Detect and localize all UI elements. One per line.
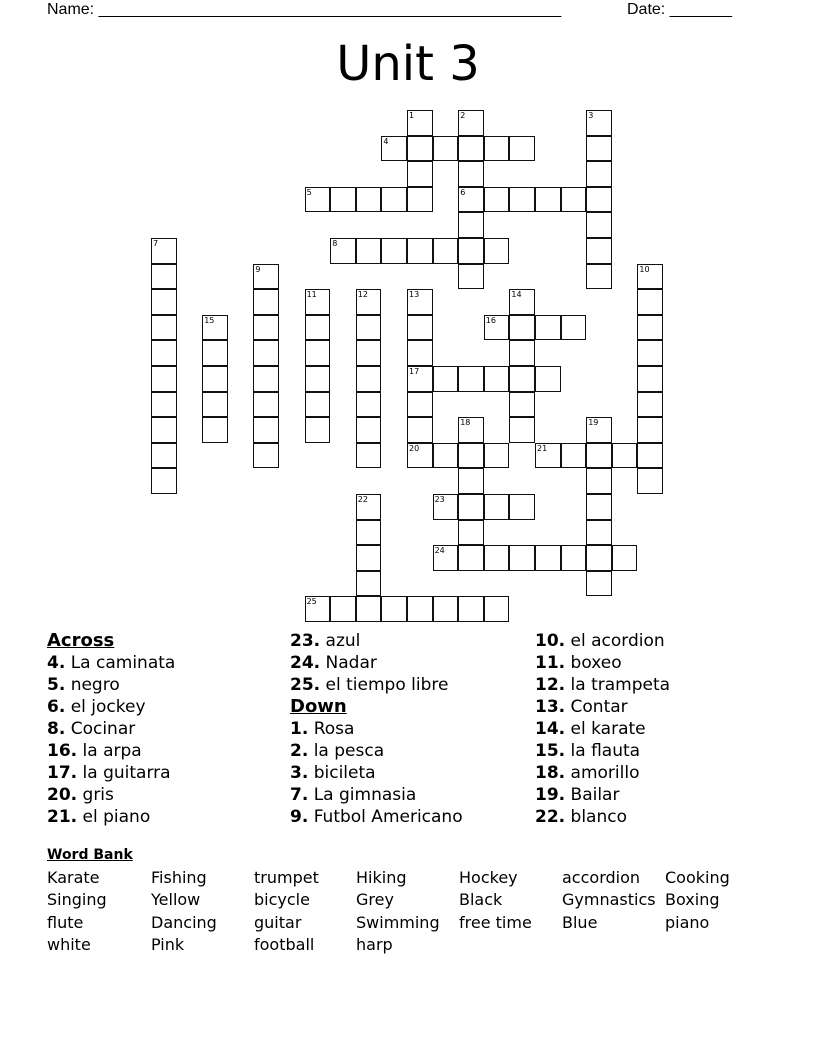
down-clue <box>290 762 463 784</box>
grid-cell[interactable] <box>356 340 382 366</box>
grid-cell[interactable] <box>586 161 612 187</box>
grid-cell[interactable] <box>407 161 433 187</box>
grid-cell[interactable] <box>433 238 459 264</box>
clue-text: la guitarra <box>82 763 171 783</box>
grid-cell[interactable] <box>407 596 433 622</box>
clues-column-3 <box>535 630 670 828</box>
grid-cell[interactable] <box>407 417 433 443</box>
clue-text: Rosa <box>313 719 355 739</box>
grid-cell[interactable] <box>407 366 433 392</box>
grid-cell[interactable] <box>586 238 612 264</box>
grid-cell[interactable] <box>305 315 331 341</box>
grid-cell[interactable] <box>509 392 535 418</box>
clue-number: 24 <box>434 546 445 556</box>
clue-number: 18 <box>460 418 471 428</box>
grid-cell[interactable] <box>305 596 331 622</box>
clue-num: 4. <box>47 653 66 673</box>
grid-cell[interactable] <box>305 289 331 315</box>
grid-cell[interactable] <box>458 494 484 520</box>
grid-cell[interactable] <box>202 315 228 341</box>
clue-number: 12 <box>357 290 368 300</box>
down-clue <box>290 718 463 740</box>
grid-cell[interactable] <box>458 596 484 622</box>
word-bank-item: Hiking <box>356 868 407 887</box>
grid-cell[interactable] <box>305 366 331 392</box>
grid-cell[interactable] <box>433 366 459 392</box>
grid-cell[interactable] <box>305 392 331 418</box>
grid-cell[interactable] <box>561 443 587 469</box>
grid-cell[interactable] <box>586 468 612 494</box>
grid-cell[interactable] <box>407 392 433 418</box>
down-clue <box>535 806 670 828</box>
word-bank-item: white <box>47 935 91 954</box>
clue-num: 25. <box>290 675 321 695</box>
grid-cell[interactable] <box>561 315 587 341</box>
clue-number: 25 <box>306 597 317 607</box>
clue-num: 20. <box>47 785 78 805</box>
clue-num: 24. <box>290 653 321 673</box>
clue-number: 20 <box>409 443 420 453</box>
page-title: Unit 3 <box>336 36 480 92</box>
clue-number: 8 <box>332 239 338 248</box>
down-clue <box>535 674 670 696</box>
down-clue <box>535 718 670 740</box>
grid-cell[interactable] <box>151 366 177 392</box>
down-clue <box>535 762 670 784</box>
grid-cell[interactable] <box>586 520 612 546</box>
clue-number: 9 <box>255 264 261 274</box>
clue-number: 6 <box>460 187 466 197</box>
grid-cell[interactable] <box>458 545 484 571</box>
clue-text: gris <box>82 785 114 805</box>
grid-cell[interactable] <box>458 110 484 136</box>
grid-cell[interactable] <box>484 494 510 520</box>
word-bank-item: Blue <box>562 913 598 932</box>
word-bank-item: bicycle <box>254 890 310 909</box>
down-clue <box>535 696 670 718</box>
clue-number: 17 <box>409 367 420 376</box>
grid-cell[interactable] <box>151 315 177 341</box>
grid-cell[interactable] <box>484 187 510 213</box>
grid-cell[interactable] <box>253 417 279 443</box>
grid-cell[interactable] <box>356 545 382 571</box>
clue-num: 11. <box>535 653 566 673</box>
grid-cell[interactable] <box>458 520 484 546</box>
grid-cell[interactable] <box>458 136 484 162</box>
grid-cell[interactable] <box>407 315 433 341</box>
word-bank-item: guitar <box>254 913 302 932</box>
grid-cell[interactable] <box>458 366 484 392</box>
clue-number: 4 <box>383 136 389 146</box>
word-bank-item: Black <box>459 890 503 909</box>
across-clue <box>47 740 175 762</box>
clue-number: 1 <box>409 111 415 120</box>
grid-cell[interactable] <box>381 136 407 162</box>
clue-number: 11 <box>306 290 317 300</box>
grid-cell[interactable] <box>586 545 612 571</box>
grid-cell[interactable] <box>458 238 484 264</box>
grid-cell[interactable] <box>407 340 433 366</box>
grid-cell[interactable] <box>253 340 279 366</box>
across-clue <box>290 674 463 696</box>
clue-number: 10 <box>639 264 650 274</box>
grid-cell[interactable] <box>253 392 279 418</box>
down-clue <box>535 740 670 762</box>
clue-text: La gimnasia <box>313 785 417 805</box>
grid-cell[interactable] <box>637 443 663 469</box>
clue-number: 3 <box>588 111 594 120</box>
grid-cell[interactable] <box>407 289 433 315</box>
grid-cell[interactable] <box>458 264 484 290</box>
grid-cell[interactable] <box>433 596 459 622</box>
word-bank-item: Swimming <box>356 913 440 932</box>
clue-num: 9. <box>290 807 309 827</box>
clue-text: Bailar <box>570 785 620 805</box>
clue-num: 15. <box>535 741 566 761</box>
grid-cell[interactable] <box>509 545 535 571</box>
across-clue <box>47 718 175 740</box>
clue-text: el karate <box>570 719 646 739</box>
across-clue <box>290 652 463 674</box>
grid-cell[interactable] <box>484 315 510 341</box>
grid-cell[interactable] <box>535 315 561 341</box>
grid-cell[interactable] <box>407 238 433 264</box>
clue-num: 17. <box>47 763 78 783</box>
grid-cell[interactable] <box>356 187 382 213</box>
down-clue <box>290 784 463 806</box>
grid-cell[interactable] <box>535 187 561 213</box>
grid-cell[interactable] <box>407 443 433 469</box>
clue-text: azul <box>325 631 361 651</box>
down-clue <box>290 740 463 762</box>
grid-cell[interactable] <box>561 187 587 213</box>
clue-number: 15 <box>204 315 215 325</box>
clue-text: negro <box>70 675 120 695</box>
clue-num: 3. <box>290 763 309 783</box>
grid-cell[interactable] <box>586 417 612 443</box>
grid-cell[interactable] <box>433 545 459 571</box>
clue-text: la trampeta <box>570 675 671 695</box>
grid-cell[interactable] <box>637 315 663 341</box>
grid-cell[interactable] <box>305 187 331 213</box>
grid-cell[interactable] <box>356 520 382 546</box>
grid-cell[interactable] <box>484 366 510 392</box>
grid-cell[interactable] <box>356 494 382 520</box>
grid-cell[interactable] <box>509 289 535 315</box>
grid-cell[interactable] <box>535 366 561 392</box>
clue-number: 13 <box>409 290 420 300</box>
grid-cell[interactable] <box>484 596 510 622</box>
grid-cell[interactable] <box>253 289 279 315</box>
grid-cell[interactable] <box>151 340 177 366</box>
grid-cell[interactable] <box>151 468 177 494</box>
grid-cell[interactable] <box>151 238 177 264</box>
clue-number: 2 <box>460 111 466 120</box>
clue-text: amorillo <box>570 763 640 783</box>
grid-cell[interactable] <box>356 366 382 392</box>
word-bank-item: piano <box>665 913 710 932</box>
grid-cell[interactable] <box>356 443 382 469</box>
grid-cell[interactable] <box>458 212 484 238</box>
grid-cell[interactable] <box>637 366 663 392</box>
across-clue <box>47 762 175 784</box>
down-heading: Down <box>290 696 347 717</box>
grid-cell[interactable] <box>458 161 484 187</box>
grid-cell[interactable] <box>484 136 510 162</box>
grid-cell[interactable] <box>637 289 663 315</box>
clue-num: 5. <box>47 675 66 695</box>
across-clue <box>290 630 463 652</box>
word-bank-item: free time <box>459 913 532 932</box>
word-bank-item: Grey <box>356 890 394 909</box>
clues-column-1 <box>47 630 175 828</box>
grid-cell[interactable] <box>433 136 459 162</box>
across-clue <box>47 674 175 696</box>
clue-text: el acordion <box>570 631 665 651</box>
grid-cell[interactable] <box>637 468 663 494</box>
word-bank-title: Word Bank <box>47 847 133 863</box>
grid-cell[interactable] <box>458 417 484 443</box>
grid-cell[interactable] <box>253 366 279 392</box>
clue-num: 7. <box>290 785 309 805</box>
clue-text: blanco <box>570 807 627 827</box>
grid-cell[interactable] <box>305 340 331 366</box>
word-bank-item: Singing <box>47 890 107 909</box>
clue-num: 16. <box>47 741 78 761</box>
grid-cell[interactable] <box>381 596 407 622</box>
clue-num: 21. <box>47 807 78 827</box>
grid-cell[interactable] <box>586 571 612 597</box>
grid-cell[interactable] <box>202 340 228 366</box>
grid-cell[interactable] <box>509 366 535 392</box>
across-clue <box>47 806 175 828</box>
grid-cell[interactable] <box>535 443 561 469</box>
word-bank-item: Gymnastics <box>562 890 656 909</box>
clue-text: Futbol Americano <box>313 807 463 827</box>
grid-cell[interactable] <box>356 571 382 597</box>
grid-cell[interactable] <box>509 136 535 162</box>
word-bank-item: harp <box>356 935 393 954</box>
down-clue <box>290 806 463 828</box>
grid-cell[interactable] <box>586 187 612 213</box>
grid-cell[interactable] <box>509 494 535 520</box>
word-bank-item: Boxing <box>665 890 720 909</box>
across-clue <box>47 696 175 718</box>
clue-text: La caminata <box>70 653 176 673</box>
word-bank-item: Karate <box>47 868 100 887</box>
grid-cell[interactable] <box>586 264 612 290</box>
grid-cell[interactable] <box>381 187 407 213</box>
clue-text: boxeo <box>570 653 622 673</box>
down-clue <box>535 784 670 806</box>
word-bank-item: Pink <box>151 935 185 954</box>
grid-cell[interactable] <box>586 136 612 162</box>
clues-column-2 <box>290 630 463 828</box>
grid-cell[interactable] <box>330 187 356 213</box>
clue-text: el tiempo libre <box>325 675 449 695</box>
clue-text: la flauta <box>570 741 641 761</box>
clue-text: Nadar <box>325 653 377 673</box>
clue-text: el piano <box>82 807 151 827</box>
word-bank-item: Yellow <box>151 890 201 909</box>
clue-num: 6. <box>47 697 66 717</box>
grid-cell[interactable] <box>356 417 382 443</box>
grid-cell[interactable] <box>151 392 177 418</box>
grid-cell[interactable] <box>509 187 535 213</box>
grid-cell[interactable] <box>458 468 484 494</box>
grid-cell[interactable] <box>586 212 612 238</box>
clue-text: bicileta <box>313 763 376 783</box>
grid-cell[interactable] <box>151 289 177 315</box>
grid-cell[interactable] <box>407 187 433 213</box>
clue-num: 23. <box>290 631 321 651</box>
across-clue <box>47 784 175 806</box>
clue-text: la pesca <box>313 741 385 761</box>
grid-cell[interactable] <box>253 264 279 290</box>
grid-cell[interactable] <box>433 494 459 520</box>
grid-cell[interactable] <box>535 545 561 571</box>
clue-number: 14 <box>511 290 522 300</box>
grid-cell[interactable] <box>484 238 510 264</box>
grid-cell[interactable] <box>202 392 228 418</box>
grid-cell[interactable] <box>612 443 638 469</box>
grid-cell[interactable] <box>458 443 484 469</box>
clue-num: 18. <box>535 763 566 783</box>
grid-cell[interactable] <box>356 596 382 622</box>
clue-num: 22. <box>535 807 566 827</box>
across-clue <box>47 652 175 674</box>
grid-cell[interactable] <box>586 110 612 136</box>
grid-cell[interactable] <box>202 366 228 392</box>
grid-cell[interactable] <box>407 136 433 162</box>
clue-num: 12. <box>535 675 566 695</box>
name-field: Name: ____________________________________________________ <box>47 1 562 18</box>
word-bank-item: flute <box>47 913 84 932</box>
grid-cell[interactable] <box>356 238 382 264</box>
clue-number: 23 <box>434 495 445 504</box>
grid-cell[interactable] <box>407 110 433 136</box>
grid-cell[interactable] <box>253 315 279 341</box>
grid-cell[interactable] <box>509 417 535 443</box>
clue-number: 7 <box>153 239 159 248</box>
word-bank-item: football <box>254 935 315 954</box>
clue-number: 22 <box>357 495 368 504</box>
grid-cell[interactable] <box>305 417 331 443</box>
grid-cell[interactable] <box>561 545 587 571</box>
grid-cell[interactable] <box>151 443 177 469</box>
grid-cell[interactable] <box>356 392 382 418</box>
clue-text: Cocinar <box>70 719 136 739</box>
grid-cell[interactable] <box>330 238 356 264</box>
down-clue <box>535 652 670 674</box>
clue-num: 13. <box>535 697 566 717</box>
grid-cell[interactable] <box>458 187 484 213</box>
clue-num: 1. <box>290 719 309 739</box>
grid-cell[interactable] <box>433 443 459 469</box>
grid-cell[interactable] <box>356 315 382 341</box>
word-bank-item: Fishing <box>151 868 207 887</box>
grid-cell[interactable] <box>509 315 535 341</box>
word-bank-item: accordion <box>562 868 641 887</box>
grid-cell[interactable] <box>330 596 356 622</box>
clue-num: 10. <box>535 631 566 651</box>
clue-number: 21 <box>537 443 548 453</box>
grid-cell[interactable] <box>637 392 663 418</box>
grid-cell[interactable] <box>381 238 407 264</box>
word-bank-item: Dancing <box>151 913 217 932</box>
grid-cell[interactable] <box>637 340 663 366</box>
grid-cell[interactable] <box>356 289 382 315</box>
grid-cell[interactable] <box>151 417 177 443</box>
grid-cell[interactable] <box>509 340 535 366</box>
clue-num: 14. <box>535 719 566 739</box>
clue-num: 2. <box>290 741 309 761</box>
clue-number: 19 <box>588 418 599 428</box>
grid-cell[interactable] <box>637 264 663 290</box>
clue-number: 5 <box>306 187 312 197</box>
grid-cell[interactable] <box>586 494 612 520</box>
clue-text: la arpa <box>82 741 142 761</box>
grid-cell[interactable] <box>151 264 177 290</box>
grid-cell[interactable] <box>612 545 638 571</box>
word-bank-item: trumpet <box>254 868 319 887</box>
word-bank-item: Cooking <box>665 868 730 887</box>
clue-number: 16 <box>485 315 496 325</box>
grid-cell[interactable] <box>637 417 663 443</box>
grid-cell[interactable] <box>586 443 612 469</box>
down-clue <box>535 630 670 652</box>
grid-cell[interactable] <box>253 443 279 469</box>
clue-text: Contar <box>570 697 628 717</box>
grid-cell[interactable] <box>484 443 510 469</box>
date-field: Date: _______ <box>627 1 732 18</box>
word-bank-item: Hockey <box>459 868 518 887</box>
clue-num: 8. <box>47 719 66 739</box>
across-heading: Across <box>47 630 115 651</box>
clue-text: el jockey <box>70 697 146 717</box>
clue-num: 19. <box>535 785 566 805</box>
grid-cell[interactable] <box>202 417 228 443</box>
grid-cell[interactable] <box>484 545 510 571</box>
